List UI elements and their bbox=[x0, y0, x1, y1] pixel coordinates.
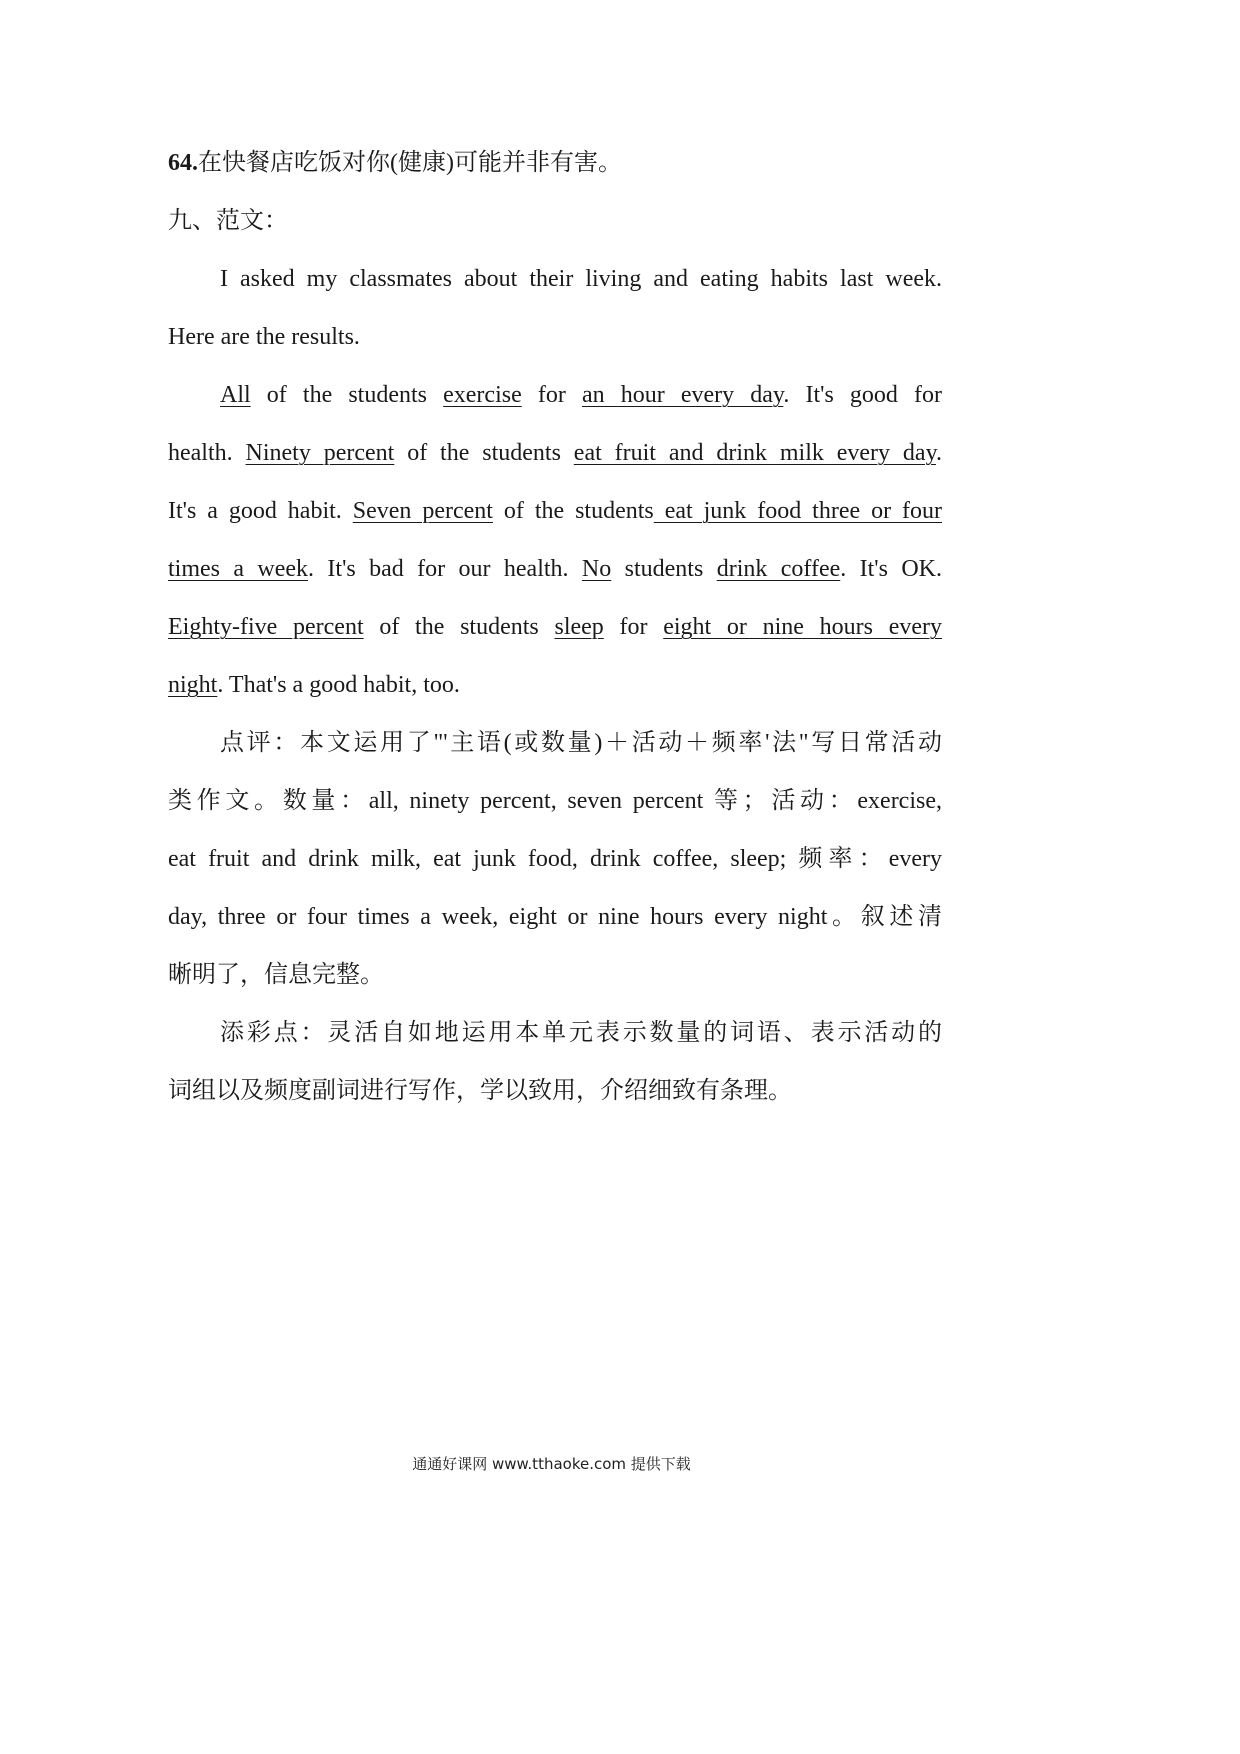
essay-text: . It's bad for our health. bbox=[308, 556, 582, 582]
question-text: 在快餐店吃饭对你(健康)可能并非有害。 bbox=[198, 150, 622, 176]
essay-text: It's a good habit. bbox=[168, 498, 353, 524]
essay-text: . It's good for bbox=[783, 382, 943, 408]
underlined-phrase: drink coffee bbox=[716, 556, 841, 582]
essay-text: for bbox=[603, 614, 664, 640]
essay-text: for bbox=[521, 382, 582, 408]
essay-text: students bbox=[611, 556, 717, 582]
underlined-phrase: exercise bbox=[443, 382, 522, 408]
underlined-phrase: No bbox=[581, 556, 612, 582]
comment-line-4: day, three or four times a week, eight or nine hours every night。叙述清 bbox=[168, 904, 942, 930]
essay-line-1: I asked my classmates about their living and eating habits last week. bbox=[220, 266, 942, 292]
essay-line-8 bbox=[168, 670, 942, 700]
underlined-phrase: night bbox=[168, 672, 218, 698]
essay-line-5 bbox=[168, 496, 942, 526]
underlined-phrase: sleep bbox=[554, 614, 604, 640]
highlight-line-1: 添彩点：灵活自如地运用本单元表示数量的词语、表示活动的 bbox=[220, 1020, 942, 1046]
highlight-line-2: 词组以及频度副词进行写作，学以致用，介绍细致有条理。 bbox=[168, 1078, 792, 1104]
question-number: 64. bbox=[168, 150, 198, 176]
essay-line-4 bbox=[168, 438, 942, 468]
comment-line-3: eat fruit and drink milk, eat junk food, drink coffee, sleep; 频率：every bbox=[168, 846, 942, 872]
underlined-phrase: an hour every day bbox=[581, 382, 784, 408]
essay-line-2: Here are the results. bbox=[168, 324, 360, 350]
underlined-phrase: All bbox=[220, 382, 251, 408]
comment-line-1: 点评：本文运用了"'主语(或数量)＋活动＋频率'法"写日常活动 bbox=[220, 730, 942, 756]
essay-line-7 bbox=[168, 612, 942, 642]
underlined-phrase: Eighty-five percent bbox=[168, 614, 364, 640]
underlined-phrase: eight or nine hours every bbox=[663, 614, 943, 640]
question-64 bbox=[168, 148, 942, 178]
essay-text: . It's OK. bbox=[840, 556, 942, 582]
essay-text: of the students bbox=[363, 614, 555, 640]
footer-source: 通通好课网 www.tthaoke.com 提供下载 bbox=[412, 1455, 691, 1473]
underlined-phrase: Ninety percent bbox=[245, 440, 395, 466]
underlined-phrase: eat fruit and drink milk every day bbox=[573, 440, 937, 466]
essay-text: . That's a good habit, too. bbox=[217, 672, 460, 698]
underlined-phrase: Seven percent bbox=[352, 498, 493, 524]
essay-line-6 bbox=[168, 554, 942, 584]
comment-line-2: 类作文。数量：all, ninety percent, seven percent 等；活动：exercise, bbox=[168, 788, 942, 814]
underlined-phrase: times a week bbox=[168, 556, 309, 582]
essay-line-3 bbox=[220, 380, 942, 410]
essay-text: of the students bbox=[492, 498, 654, 524]
essay-text: of the students bbox=[250, 382, 444, 408]
comment-line-5: 晰明了，信息完整。 bbox=[168, 962, 384, 988]
underlined-phrase: eat junk food three or four bbox=[653, 498, 942, 524]
section-heading: 九、范文： bbox=[168, 208, 288, 234]
essay-text: . bbox=[936, 440, 943, 466]
essay-text: of the students bbox=[394, 440, 574, 466]
essay-text: health. bbox=[168, 440, 246, 466]
